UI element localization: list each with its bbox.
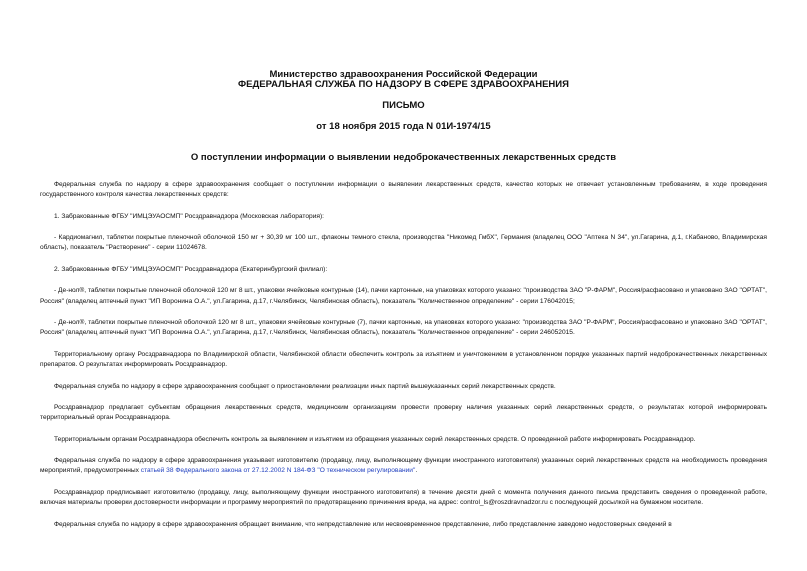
paragraph-item-1-detail: - Кардиомагнил, таблетки покрытые пленочной оболочкой 150 мг + 30,39 мг 100 шт., флаконы темного стекла, производства "Никомед ГмбХ", Германия (владелец ООО "Аптека N 34", ул.Гагарина, д.1, г.Кабаново, Владимирская область), показатель "Растворение" - серии 11024678. — [40, 234, 767, 252]
document-date-number: от 18 ноября 2015 года N 01И-1974/15 — [316, 121, 491, 132]
paragraph-intro: Федеральная служба по надзору в сфере здравоохранения сообщает о поступлении информации о выявлении лекарственных средств, качество которых не отвечает установленным требованиям, в ходе проведения государственного контроля качества лекарственных средств: — [40, 181, 767, 199]
paragraph-suspension: Федеральная служба по надзору в сфере здравоохранения сообщает о приостановлении реализации иных партий вышеуказанных серий лекарственных средств. — [54, 382, 556, 390]
paragraph-manufacturer-measures-text: Федеральная служба по надзору в сфере здравоохранения указывает изготовителю (продавцу, лицу, выполняющему функции иностранного изготовителя) указанных серий лекарственных средств на необходимость проведения мероприятий, предусмотренных — [40, 457, 767, 475]
paragraph-check-request: Росздравнадзор предлагает субъектам обращения лекарственных средств, медицинским организациям провести проверку наличия указанных серий лекарственных средств, о результатах которой информировать территориальный орган Росздравнадзора. — [40, 404, 767, 422]
paragraph-warning: Федеральная служба по надзору в сфере здравоохранения обращает внимание, что непредставление или несвоевременное представление, либо представление заведомо недостоверных сведений в — [54, 520, 672, 528]
document-body — [40, 180, 767, 541]
law-article-link[interactable]: статьей 38 Федерального закона от 27.12.2002 N 184-ФЗ "О техническом регулировании" — [140, 467, 416, 475]
paragraph-territorial-withdrawal: Территориальным органам Росздравнадзора обеспечить контроль за выявлением и изъятием из обращения указанных серий лекарственных средств. О проведенной работе информировать Росздравнадзор. — [54, 435, 696, 443]
document-subject: О поступлении информации о выявлении недоброкачественных лекарственных средств — [190, 152, 617, 163]
paragraph-territorial-control: Территориальному органу Росздравнадзора по Владимирской области, Челябинской области обеспечить контроль за изъятием и уничтожением в установленном порядке указанных партий недоброкачественных лекарственных препаратов. О результатах информировать Росздравнадзор. — [40, 350, 767, 369]
paragraph-item-1-heading: 1. Забракованные ФГБУ "ИМЦЭУАОСМП" Росздравнадзора (Московская лаборатория): — [54, 212, 324, 220]
paragraph-manufacturer-measures — [40, 456, 767, 476]
paragraph-item-2-detail-b: - Де-нол®, таблетки покрытые пленочной оболочкой 120 мг 8 шт., упаковки ячейковые контурные (7), пачки картонные, на упаковках которого указано: "производства ЗАО "Р-ФАРМ", Россия/расфасовано и упаковано ЗАО "ОРТАТ", Россия" (владелец аптечный пункт "ИП Воронина О.А.", ул.Гагарина, д.17, г.Челябинск, Челябинская область), показатель "Количественное определение" - серии 246052015. — [40, 319, 767, 337]
paragraph-report-requirement: Росздравнадзор предписывает изготовителю (продавцу, лицу, выполняющему функции иностранного изготовителя) в течение десяти дней с момента получения данного письма представить сведения о проведенной работе, включая материалы проверки достоверности информации и программу мероприятий по предотвращению причинения вреда, на адрес: control_ls@roszdravnadzor.ru с последующей досылкой на бумажном носителе. — [40, 488, 767, 507]
ministry-name: Министерство здравоохранения Российской Федерации — [269, 69, 538, 80]
document-type: ПИСЬМО — [382, 100, 425, 111]
paragraph-item-2-heading: 2. Забракованные ФГБУ "ИМЦЭУАОСМП" Росздравнадзора (Екатеринбургский филиал): — [54, 265, 328, 273]
service-name: ФЕДЕРАЛЬНАЯ СЛУЖБА ПО НАДЗОРУ В СФЕРЕ ЗДРАВООХРАНЕНИЯ — [238, 79, 569, 90]
paragraph-manufacturer-measures-end: . — [415, 467, 418, 475]
paragraph-item-2-detail-a: - Де-нол®, таблетки покрытые пленочной оболочкой 120 мг 8 шт., упаковки ячейковые контурные (14), пачки картонные, на упаковках которого указано: "производства ЗАО "Р-ФАРМ", Россия/расфасовано и упаковано ЗАО "ОРТАТ", Россия" (владелец аптечный пункт "ИП Воронина О.А.", ул.Гагарина, д.17, г.Челябинск, Челябинская область), показатель "Количественное определение" - серии 176042015; — [40, 287, 767, 305]
